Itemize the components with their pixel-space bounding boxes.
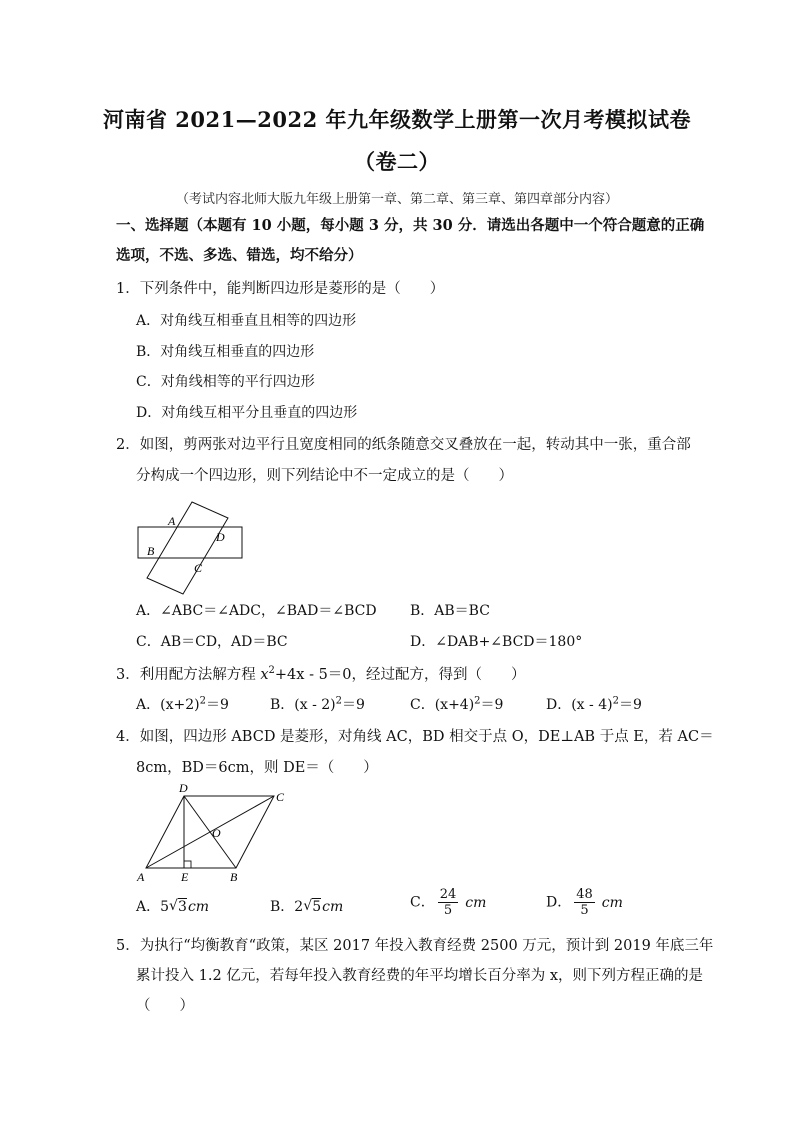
question-5-stem-cont: 累计投入 1.2 亿元，若每年投入教育经费的年平均增长百分率为 x，则下列方程正确的是: [136, 968, 704, 984]
section-heading-cont: 选项，不选、多选、错选，均不给分）: [116, 247, 363, 264]
vertex-label-a: A: [168, 514, 176, 528]
question-4-option-c: C． $\frac{24}{5}$ cm: [410, 887, 487, 918]
question-5-answer-bracket: （ ）: [136, 998, 194, 1014]
section-heading: 一、选择题（本题有 10 小题，每小题 3 分，共 30 分．请选出各题中一个符合题意的正确: [116, 217, 705, 234]
question-3-stem: [116, 665, 526, 685]
question-3-stem-post: +4x - 5＝0，经过配方，得到（ ）: [274, 667, 526, 683]
exam-scope: （考试内容北师大版九年级上册第一章、第二章、第三章、第四章部分内容）: [175, 192, 618, 207]
vertex-label-c: C: [194, 561, 203, 575]
question-2-stem: 2．如图，剪两张对边平行且宽度相同的纸条随意交叉叠放在一起，转动其中一张，重合部: [116, 437, 691, 453]
question-3-option-d: D．(x - 4)$^2$＝9: [546, 695, 642, 713]
question-1-option-d: D．对角线互相平分且垂直的四边形: [136, 405, 358, 421]
exam-volume: （卷二）: [354, 149, 440, 174]
question-4-option-b: B．2 √ 5cm: [270, 898, 344, 915]
vertex-label-b: B: [230, 870, 238, 884]
question-3-exponent: 2: [268, 665, 275, 677]
vertex-label-b: B: [147, 544, 155, 558]
question-5-stem: 5．为执行“均衡教育“政策，某区 2017 年投入教育经费 2500 万元，预计到 2019 年底三年: [116, 938, 714, 954]
diagonal-bd: [184, 796, 236, 868]
question-2-option-b: B．AB＝BC: [410, 603, 490, 619]
question-3-option-c: C．$(x+4)^2=9$: [410, 695, 504, 713]
radical-sign: √: [169, 898, 178, 914]
question-2-option-d: D．∠DAB+∠BCD＝180°: [410, 634, 583, 650]
right-angle-mark: [184, 861, 191, 868]
vertex-label-a: A: [137, 870, 145, 884]
question-2-figure: [130, 500, 260, 600]
question-4-stem: 4．如图，四边形 ABCD 是菱形，对角线 AC，BD 相交于点 O，DE⊥AB 于点 E，若 AC＝: [116, 729, 714, 745]
question-4-option-d: D． $\frac{48}{5}$ cm: [546, 887, 623, 918]
question-3-variable: x: [260, 667, 269, 683]
fraction: $\frac{24}{5}$: [439, 887, 457, 918]
question-4-option-a: A．5 √ 3cm: [136, 898, 210, 915]
vertex-label-e: E: [181, 870, 189, 884]
vertex-label-d: D: [216, 530, 225, 544]
exam-title: 河南省 2021—2022 年九年级数学上册第一次月考模拟试卷: [102, 107, 691, 132]
question-2-option-c: C．AB＝CD，AD＝BC: [136, 634, 288, 650]
question-1-option-c: C．对角线相等的平行四边形: [136, 374, 315, 390]
question-4-figure: [132, 780, 292, 885]
radical-sign: √: [303, 898, 313, 914]
question-4-stem-cont: 8cm，BD＝6cm，则 DE＝（ ）: [136, 760, 378, 776]
vertex-label-c: C: [276, 790, 285, 804]
question-3-option-b: B．(x - 2)$^2$＝9: [270, 695, 365, 713]
question-1-stem: 1．下列条件中，能判断四边形是菱形的是（ ）: [116, 281, 445, 297]
question-2-stem-cont: 分构成一个四边形，则下列结论中不一定成立的是（ ）: [136, 468, 513, 484]
question-1-option-a: A．对角线互相垂直且相等的四边形: [136, 313, 357, 329]
vertex-label-d: D: [179, 781, 188, 795]
fraction: $\frac{48}{5}$: [576, 887, 593, 918]
slanted-paper-strip: [147, 502, 228, 594]
question-3-stem-pre: 3．利用配方法解方程: [116, 667, 261, 683]
intersection-label-o: O: [212, 826, 221, 840]
question-3-option-a: A．$(x+2)^2=9$: [136, 695, 229, 713]
question-2-option-a: A．∠ABC＝∠ADC，∠BAD＝∠BCD: [136, 603, 377, 619]
question-1-option-b: B．对角线互相垂直的四边形: [136, 344, 315, 360]
